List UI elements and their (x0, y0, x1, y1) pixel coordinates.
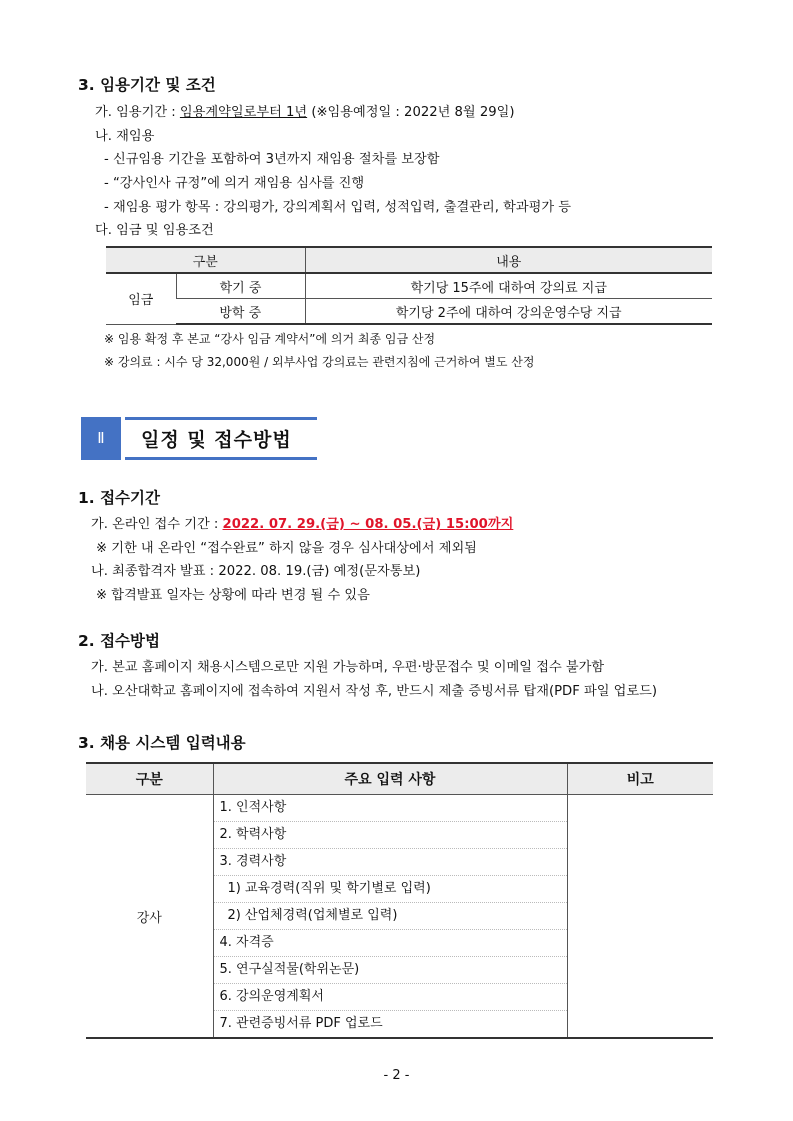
section-title-method: 2. 접수방법 (78, 632, 160, 650)
note-item: ※ 강의료 : 시수 당 32,000원 / 외부사업 강의료는 관련지침에 근거하여 별도 산정 (104, 355, 535, 369)
system-input-table (86, 762, 713, 1039)
online-period-line (91, 513, 513, 532)
appointment-period-label: 가. 임용기간 : (95, 105, 180, 120)
note-cell (567, 795, 713, 1039)
header-category: 구분 (106, 247, 305, 273)
category-cell: 강사 (86, 795, 213, 1039)
announcement-line: 나. 최종합격자 발표 : 2022. 08. 19.(금) 예정(문자통보) (91, 564, 421, 579)
reappointment-item-1: - 신규임용 기간을 포함하여 3년까지 재임용 절차를 보장함 (104, 152, 440, 167)
list-item: 5. 연구실적물(학위논문) (214, 956, 567, 983)
table-row (86, 795, 713, 1039)
table-row (106, 299, 712, 325)
salary-table (106, 246, 712, 325)
list-item: 1) 교육경력(직위 및 학기별로 입력) (214, 875, 567, 902)
list-item: 4. 자격증 (214, 929, 567, 956)
items-cell (213, 795, 567, 1039)
list-item: 1. 인적사항 (219, 800, 287, 815)
banner-top-rule (125, 417, 317, 420)
online-period-label: 가. 온라인 접수 기간 : (91, 517, 223, 532)
list-item: 2) 산업체경력(업체별로 입력) (214, 902, 567, 929)
announcement-note: ※ 합격발표 일자는 상황에 따라 변경 될 수 있음 (96, 588, 370, 603)
table-header-row (86, 763, 713, 795)
header-content: 내용 (305, 247, 712, 273)
reappointment-item-2: - “강사인사 규정”에 의거 재임용 심사를 진행 (104, 176, 365, 191)
page-number: - 2 - (383, 1068, 410, 1083)
method-line-2: 나. 오산대학교 홈페이지에 접속하여 지원서 작성 후, 반드시 제출 증빙서류 탑재(PDF 파일 업로드) (91, 684, 658, 699)
appointment-period-value: 임용계약일로부터 1년 (179, 105, 308, 120)
note-item: ※ 임용 확정 후 본교 “강사 임금 계약서”에 의거 최종 임금 산정 (104, 332, 436, 346)
banner-bottom-rule (125, 457, 317, 460)
header-items: 주요 입력 사항 (213, 763, 567, 795)
section-title-system: 3. 채용 시스템 입력내용 (78, 734, 246, 752)
header-category: 구분 (86, 763, 213, 795)
online-period-dates: 2022. 07. 29.(금) ~ 08. 05.(금) 15:00까지 (222, 517, 514, 532)
method-line-1: 가. 본교 홈페이지 채용시스템으로만 지원 가능하며, 우편·방문접수 및 이메일 접수 불가함 (91, 660, 605, 675)
term-cell: 방학 중 (176, 299, 305, 325)
appointment-date-note: (※임용예정일 : 2022년 8월 29일) (307, 105, 515, 120)
list-item: 3. 경력사항 (214, 848, 567, 875)
list-item: 7. 관련증빙서류 PDF 업로드 (214, 1010, 567, 1037)
section-title-period: 1. 접수기간 (78, 489, 160, 507)
content-cell: 학기당 2주에 대하여 강의운영수당 지급 (305, 299, 712, 325)
reappointment-item-3: - 재임용 평가 항목 : 강의평가, 강의계획서 입력, 성적입력, 출결관리, 학과평가 등 (104, 200, 571, 215)
salary-group-cell: 임금 (106, 273, 176, 324)
table-row (106, 273, 712, 299)
header-note: 비고 (567, 763, 713, 795)
section-banner (81, 417, 317, 460)
reappointment-heading: 나. 재임용 (95, 129, 155, 144)
appointment-period-line (95, 101, 515, 120)
term-cell: 학기 중 (176, 273, 305, 299)
section-number-badge: Ⅱ (81, 417, 121, 460)
section-title-schedule: 일정 및 접수방법 (141, 429, 292, 451)
section-title-appointment: 3. 임용기간 및 조건 (78, 76, 216, 94)
list-item: 2. 학력사항 (214, 821, 567, 848)
salary-heading: 다. 임금 및 임용조건 (95, 223, 214, 238)
table-header-row (106, 247, 712, 273)
content-cell: 학기당 15주에 대하여 강의료 지급 (305, 273, 712, 299)
period-note: ※ 기한 내 온라인 “접수완료” 하지 않을 경우 심사대상에서 제외됨 (96, 541, 477, 556)
list-item: 6. 강의운영계획서 (214, 983, 567, 1010)
